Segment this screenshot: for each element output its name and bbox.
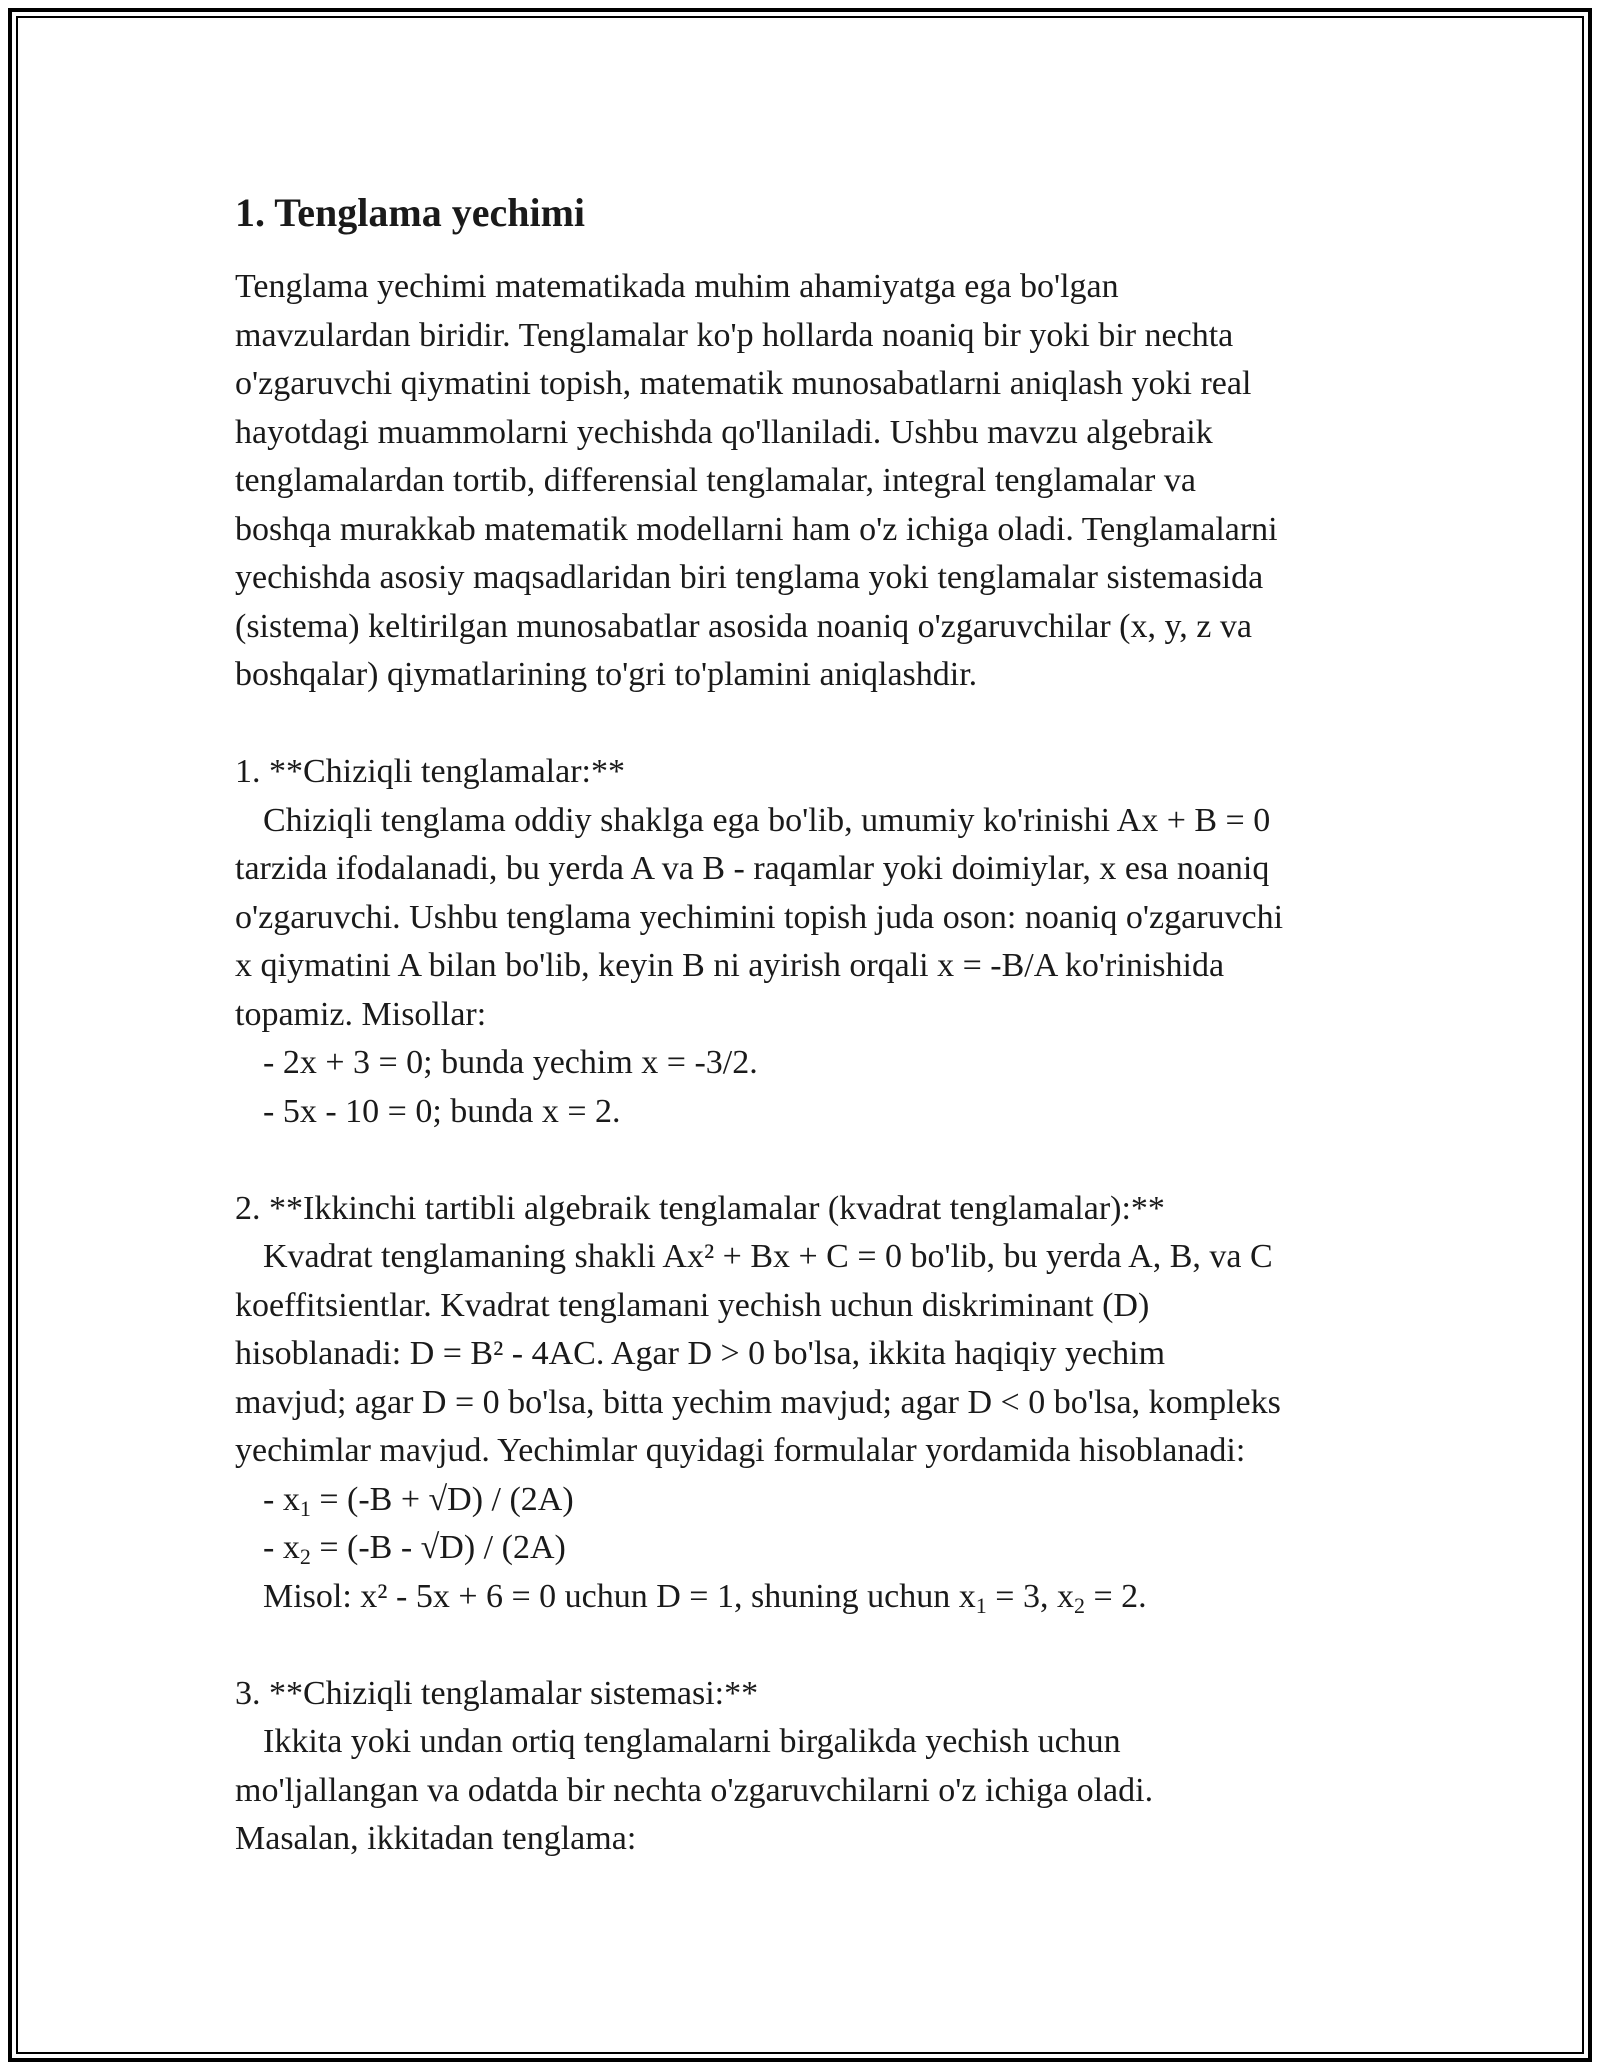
example-line	[235, 1573, 1375, 1622]
text-line: o'zgaruvchi qiymatini topish, matematik munosabatlarni aniqlash yoki real	[235, 365, 1252, 402]
section-linear-equations	[235, 748, 1375, 1136]
text-line: Chiziqli tenglama oddiy shaklga ega bo'lib, umumiy ko'rinishi Ax + B = 0	[263, 801, 1271, 839]
formula-text: = (-B - √D) / (2A)	[310, 1529, 566, 1566]
text-line: (sistema) keltirilgan munosabatlar asosida noaniq o'zgaruvchilar (x, y, z va	[235, 607, 1252, 645]
text-line: Tenglama yechimi matematikada muhim ahamiyatga ega bo'lgan	[235, 268, 1119, 305]
example-line: - 5x - 10 = 0; bunda x = 2.	[263, 1092, 621, 1130]
text-line: yechishda asosiy maqsadlaridan biri tenglama yoki tenglamalar sistemasida	[235, 559, 1264, 596]
list-item-title: 2. **Ikkinchi tartibli algebraik tenglamalar (kvadrat tenglamalar):**	[235, 1189, 1165, 1227]
example-line: - 2x + 3 = 0; bunda yechim x = -3/2.	[263, 1044, 758, 1081]
text-line: Ikkita yoki undan ortiq tenglamalarni birgalikda yechish uchun	[263, 1723, 1121, 1760]
list-item-title: 1. **Chiziqli tenglamalar:**	[235, 753, 625, 790]
text-line: tenglamalardan tortib, differensial tenglamalar, integral tenglamalar va	[235, 462, 1196, 499]
text-line: o'zgaruvchi. Ushbu tenglama yechimini topish juda oson: noaniq o'zgaruvchi	[235, 898, 1284, 936]
text-line: hisoblanadi: D = B² - 4AC. Agar D > 0 bo'lsa, ikkita haqiqiy yechim	[235, 1335, 1166, 1372]
section-quadratic-equations	[235, 1185, 1375, 1622]
example-text: = 2.	[1084, 1577, 1147, 1615]
formula-text: - x	[263, 1480, 300, 1518]
text-line: boshqalar) qiymatlarining to'gri to'plamini aniqlashdir.	[235, 656, 978, 693]
spacer	[235, 1621, 1375, 1670]
formula-text: = (-B + √D) / (2A)	[310, 1480, 574, 1518]
formula-x1	[235, 1476, 1375, 1525]
text-line: Kvadrat tenglamaning shakli Ax² + Bx + C = 0 bo'lib, bu yerda A, B, va C	[263, 1238, 1273, 1275]
example-text: Misol: x² - 5x + 6 = 0 uchun D = 1, shuning uchun x	[263, 1577, 976, 1615]
subscript: 2	[1073, 1592, 1085, 1618]
text-line: yechimlar mavjud. Yechimlar quyidagi formulalar yordamida hisoblanadi:	[235, 1432, 1246, 1469]
text-line: Masalan, ikkitadan tenglama:	[235, 1820, 637, 1857]
section-linear-systems	[235, 1670, 1375, 1864]
document-body	[235, 185, 1375, 1864]
subscript: 1	[299, 1495, 311, 1521]
subscript: 1	[975, 1592, 987, 1618]
text-line: x qiymatini A bilan bo'lib, keyin B ni ayirish orqali x = -B/A ko'rinishida	[235, 947, 1225, 984]
text-line: mo'ljallangan va odatda bir nechta o'zgaruvchilarni o'z ichiga oladi.	[235, 1771, 1154, 1809]
text-line: mavzulardan biridir. Tenglamalar ko'p hollarda noaniq bir yoki bir nechta	[235, 316, 1234, 354]
list-item-title: 3. **Chiziqli tenglamalar sistemasi:**	[235, 1674, 759, 1712]
subscript: 2	[299, 1544, 311, 1569]
formula-text: - x	[263, 1529, 300, 1566]
example-text: = 3, x	[986, 1577, 1074, 1615]
text-line: boshqa murakkab matematik modellarni ham o'z ichiga oladi. Tenglamalarni	[235, 510, 1278, 548]
text-line: mavjud; agar D = 0 bo'lsa, bitta yechim mavjud; agar D < 0 bo'lsa, kompleks	[235, 1383, 1281, 1421]
text-line: tarzida ifodalanadi, bu yerda A va B - raqamlar yoki doimiylar, x esa noaniq	[235, 850, 1270, 887]
formula-x2	[235, 1524, 1375, 1573]
intro-paragraph	[235, 263, 1375, 700]
spacer	[235, 700, 1375, 749]
section-heading: 1. Tenglama yechimi	[235, 190, 586, 235]
text-line: hayotdagi muammolarni yechishda qo'llaniladi. Ushbu mavzu algebraik	[235, 413, 1213, 451]
text-line: topamiz. Misollar:	[235, 995, 487, 1033]
text-line: koeffitsientlar. Kvadrat tenglamani yechish uchun diskriminant (D)	[235, 1286, 1150, 1324]
spacer	[235, 1136, 1375, 1185]
